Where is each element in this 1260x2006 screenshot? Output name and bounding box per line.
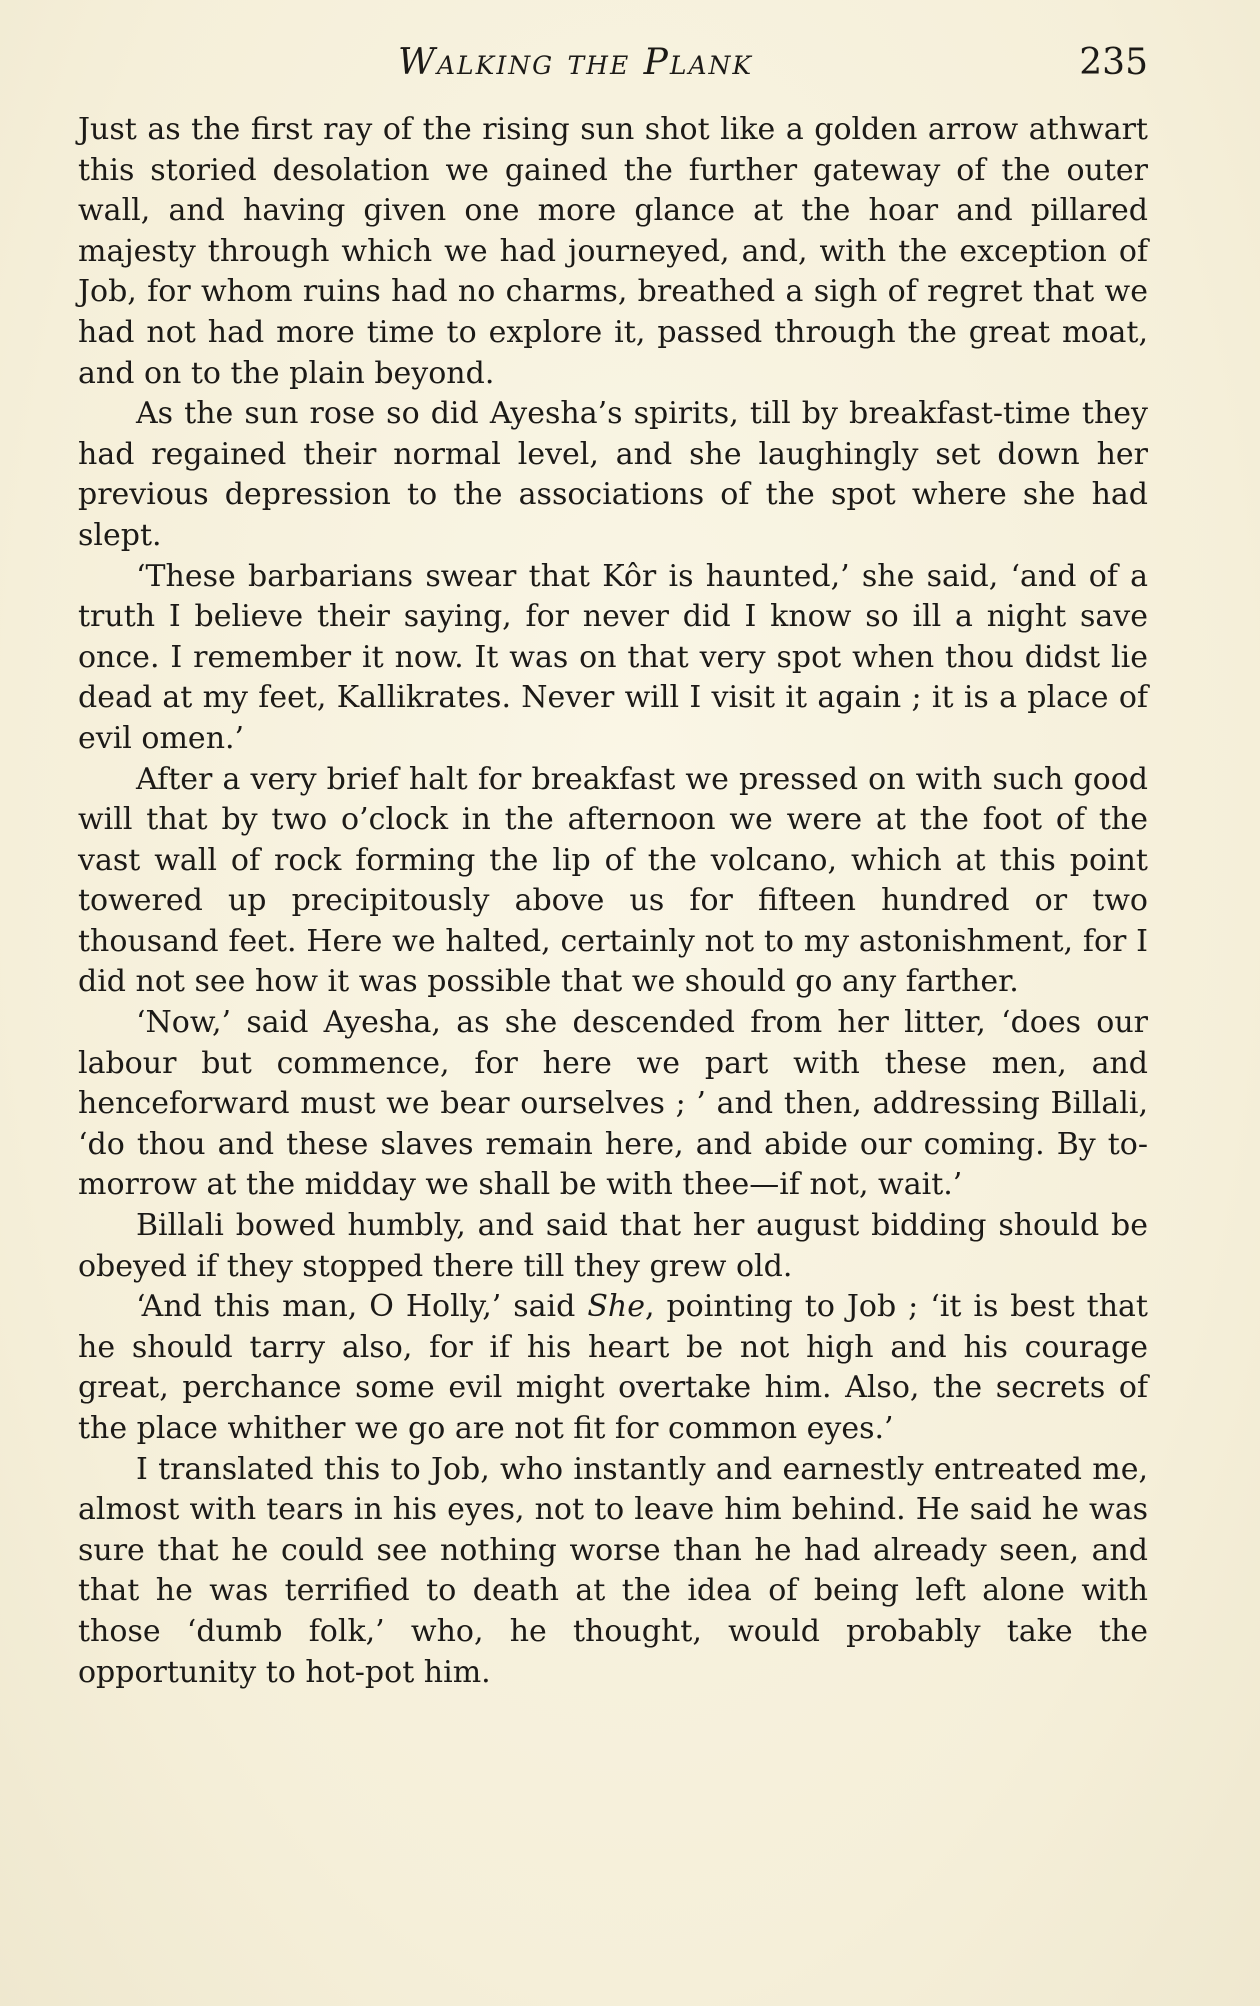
paragraph-7-end: , pointing to Job ; ‘it is best that he should tarry also, for if his heart be not high and his courage great, perchance some evil might overtake him. Also, the secrets of the place whither we go are not fit for common eyes.’ [78, 1289, 1148, 1446]
running-title: Walking the Plank [398, 42, 754, 83]
paragraph-7 [78, 1287, 1148, 1449]
paragraph-3: ‘These barbarians swear that Kôr is haunted,’ she said, ‘and of a truth I believe their saying, for never did I know so ill a night save once. I remember it now. It was on that very spot when thou didst lie dead at my feet, Kallikrates. Never will I visit it again ; it is a place of evil omen.’ [78, 558, 1148, 756]
paragraph-1: Just as the first ray of the rising sun shot like a golden arrow athwart this storied desolation we gained the further gateway of the outer wall, and having given one more glance at the hoar and pillared majesty through which we had journeyed, and, with the exception of Job, for whom ruins had no charms, breathed a sigh of regret that we had not had more time to explore it, passed through the great moat, and on to the plain beyond. [78, 112, 1148, 391]
body-text [78, 110, 1148, 1693]
page-header [78, 42, 1148, 92]
paragraph-2: As the sun rose so did Ayesha’s spirits, till by breakfast-time they had regained their normal level, and she laughingly set down her previous depression to the associations of the spot where she had slept. [78, 396, 1148, 553]
paragraph-7-start: ‘And this man, O Holly,’ said [136, 1289, 588, 1325]
paragraph-5: ‘Now,’ said Ayesha, as she descended from her litter, ‘does our labour but commence, for here we part with these men, and henceforward must we bear ourselves ; ’ and then, addressing Billali, ‘do thou and these slaves remain here, and abide our coming. By to-morrow at the midday we shall be with thee—if not, wait.’ [78, 1005, 1148, 1203]
paragraph-4: After a very brief halt for breakfast we pressed on with such good will that by two o’clock in the afternoon we were at the foot of the vast wall of rock forming the lip of the volcano, which at this point towered up precipitously above us for fifteen hundred or two thousand feet. Here we halted, certainly not to my astonishment, for I did not see how it was possible that we should go any farther. [78, 761, 1148, 1000]
paragraph-6: Billali bowed humbly, and said that her august bidding should be obeyed if they stopped there till they grew old. [78, 1208, 1148, 1284]
paragraph-8: I translated this to Job, who instantly and earnestly entreated me, almost with tears in his eyes, not to leave him behind. He said he was sure that he could see nothing worse than he had already seen, and that he was terrified to death at the idea of being left alone with those ‘dumb folk,’ who, he thought, would probably take the opportunity to hot-pot him. [78, 1451, 1148, 1690]
she-italic: She [587, 1289, 645, 1325]
page-number: 235 [1079, 42, 1148, 83]
